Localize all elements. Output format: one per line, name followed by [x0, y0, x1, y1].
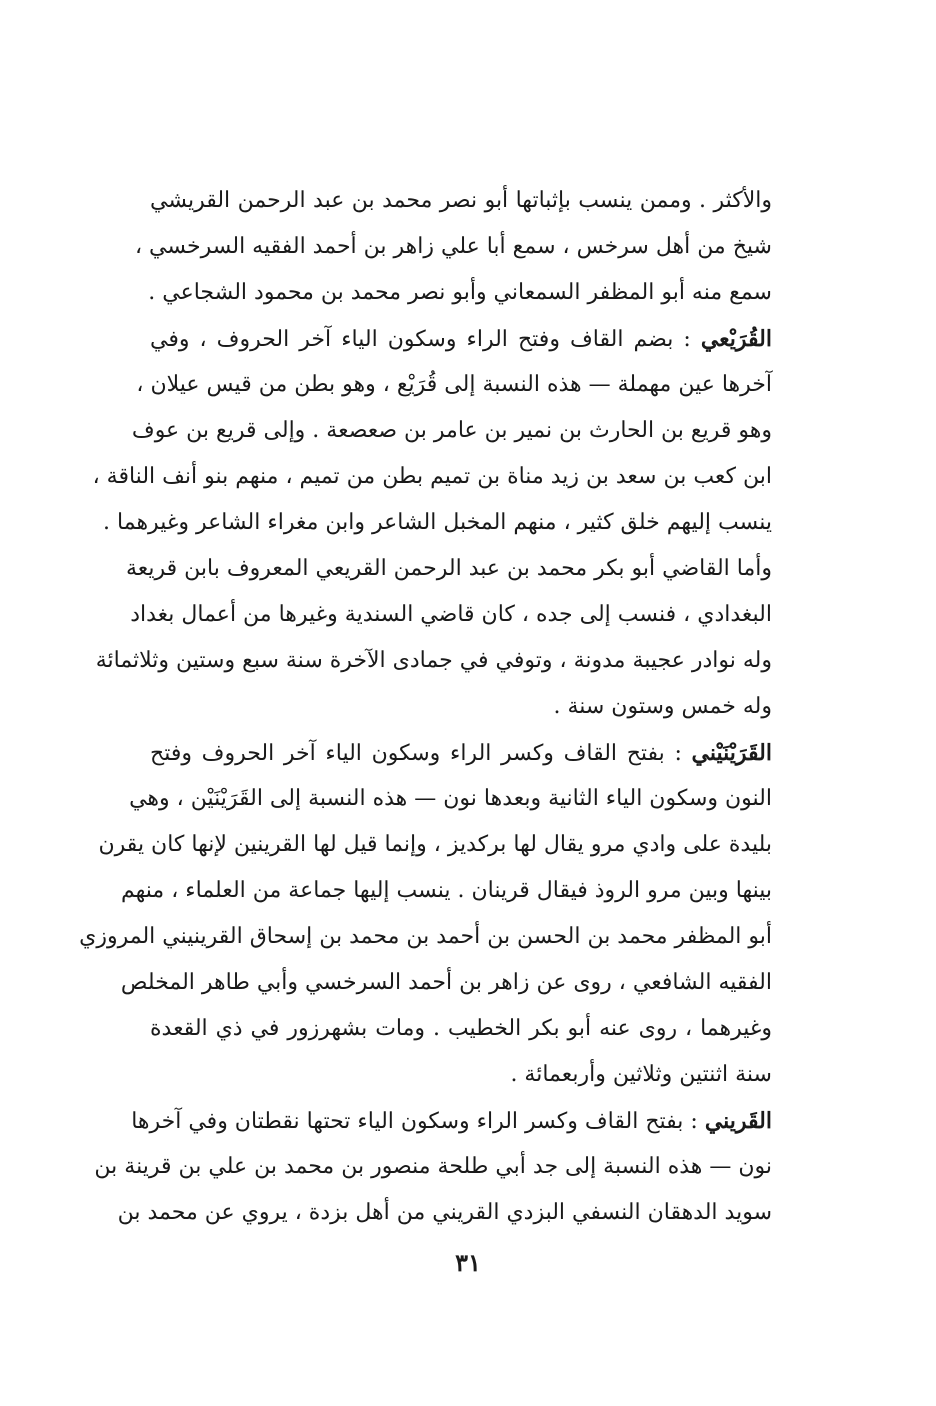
- line-text: وله خمس وستون سنة .: [553, 694, 772, 719]
- line-text: النون وسكون الياء الثانية وبعدها نون — هذه النسبة إلى القَرَيْنَيْن ، وهي: [129, 786, 772, 811]
- text-line: [150, 1006, 772, 1052]
- text-line: [94, 1144, 772, 1190]
- text-line: [120, 960, 772, 1006]
- line-text: سويد الدهقان النسفي البزدي القريني من أهل بزدة ، يروي عن محمد بن: [117, 1200, 772, 1225]
- text-line: [125, 546, 772, 592]
- text-line: [150, 270, 772, 316]
- entry-term: القَرَيْنَيْني: [691, 740, 772, 766]
- line-text: وأما القاضي أبو بكر محمد بن عبد الرحمن القريعي المعروف بابن قريعة: [125, 556, 772, 581]
- line-text: سمع منه أبو المظفر السمعاني وأبو نصر محمد بن محمود الشجاعي .: [148, 280, 772, 305]
- text-line: [121, 868, 772, 914]
- entry-term: القُرَيْعي: [700, 326, 772, 352]
- text-line: [129, 776, 772, 822]
- line-text: بينها وبين مرو الروذ فيقال قرينان . ينسب إليها جماعة من العلماء ، منهم: [121, 878, 772, 903]
- text-line: [103, 500, 772, 546]
- line-text: نون — هذه النسبة إلى جد أبي طلحة منصور بن محمد بن علي بن قرينة بن: [94, 1154, 772, 1179]
- line-text: وله نوادر عجيبة مدونة ، وتوفي في جمادى الآخرة سنة سبع وستين وثلاثمائة: [95, 648, 772, 673]
- line-text: والأكثر . وممن ينسب بإثباتها أبو نصر محمد بن عبد الرحمن القريشي: [150, 188, 772, 213]
- line-text: الفقيه الشافعي ، روى عن زاهر بن أحمد السرخسي وأبي طاهر المخلص: [120, 970, 772, 995]
- line-text: سنة اثنتين وثلاثين وأربعمائة .: [510, 1062, 772, 1087]
- text-line: [131, 408, 772, 454]
- text-line: [92, 454, 772, 500]
- line-text: ابن كعب بن سعد بن زيد مناة بن تميم بطن من تميم ، منهم بنو أنف الناقة ،: [92, 464, 772, 489]
- line-text: البغدادي ، فنسب إلى جده ، كان قاضي السندية وغيرها من أعمال بغداد: [130, 602, 772, 627]
- page-number: ٣١: [455, 1248, 481, 1277]
- line-text: : بضم القاف وفتح الراء وسكون الياء آخر الحروف ، وفي: [150, 327, 701, 352]
- entry-heading-line: [150, 730, 772, 776]
- line-text: وغيرهما ، روى عنه أبو بكر الخطيب . ومات بشهرزور في ذي القعدة: [150, 1016, 772, 1041]
- line-text: شيخ من أهل سرخس ، سمع أبا علي زاهر بن أحمد الفقيه السرخسي ،: [134, 234, 772, 259]
- line-text: بليدة على وادي مرو يقال لها بركديز ، وإنما قيل لها القرينين لإنها كان يقرن: [98, 832, 772, 857]
- text-line: [98, 822, 772, 868]
- line-text: آخرها عين مهملة — هذه النسبة إلى قُرَيْع ، وهو بطن من قيس عيلان ،: [136, 372, 772, 397]
- text-line: [136, 362, 772, 408]
- entry-heading-line: [131, 1098, 772, 1144]
- line-text: : بفتح القاف وكسر الراء وسكون الياء آخر الحروف وفتح: [150, 741, 692, 766]
- text-line: [79, 914, 772, 960]
- text-line: [134, 224, 772, 270]
- text-line: [130, 592, 772, 638]
- text-line: [117, 1190, 772, 1236]
- text-line: [150, 1052, 772, 1098]
- text-line: [95, 638, 772, 684]
- line-text: : بفتح القاف وكسر الراء وسكون الياء تحتها نقطتان وفي آخرها: [131, 1109, 705, 1134]
- line-text: أبو المظفر محمد بن الحسن بن أحمد بن محمد بن إسحاق القرينيني المروزي: [79, 924, 772, 949]
- line-text: ينسب إليهم خلق كثير ، منهم المخبل الشاعر وابن مغراء الشاعر وغيرهما .: [103, 510, 772, 535]
- entry-heading-line: [150, 316, 772, 362]
- line-text: وهو قريع بن الحارث بن نمير بن عامر بن صعصعة . وإلى قريع بن عوف: [131, 418, 772, 443]
- entry-term: القَريني: [704, 1108, 772, 1134]
- text-line: [150, 684, 772, 730]
- text-line: [150, 178, 772, 224]
